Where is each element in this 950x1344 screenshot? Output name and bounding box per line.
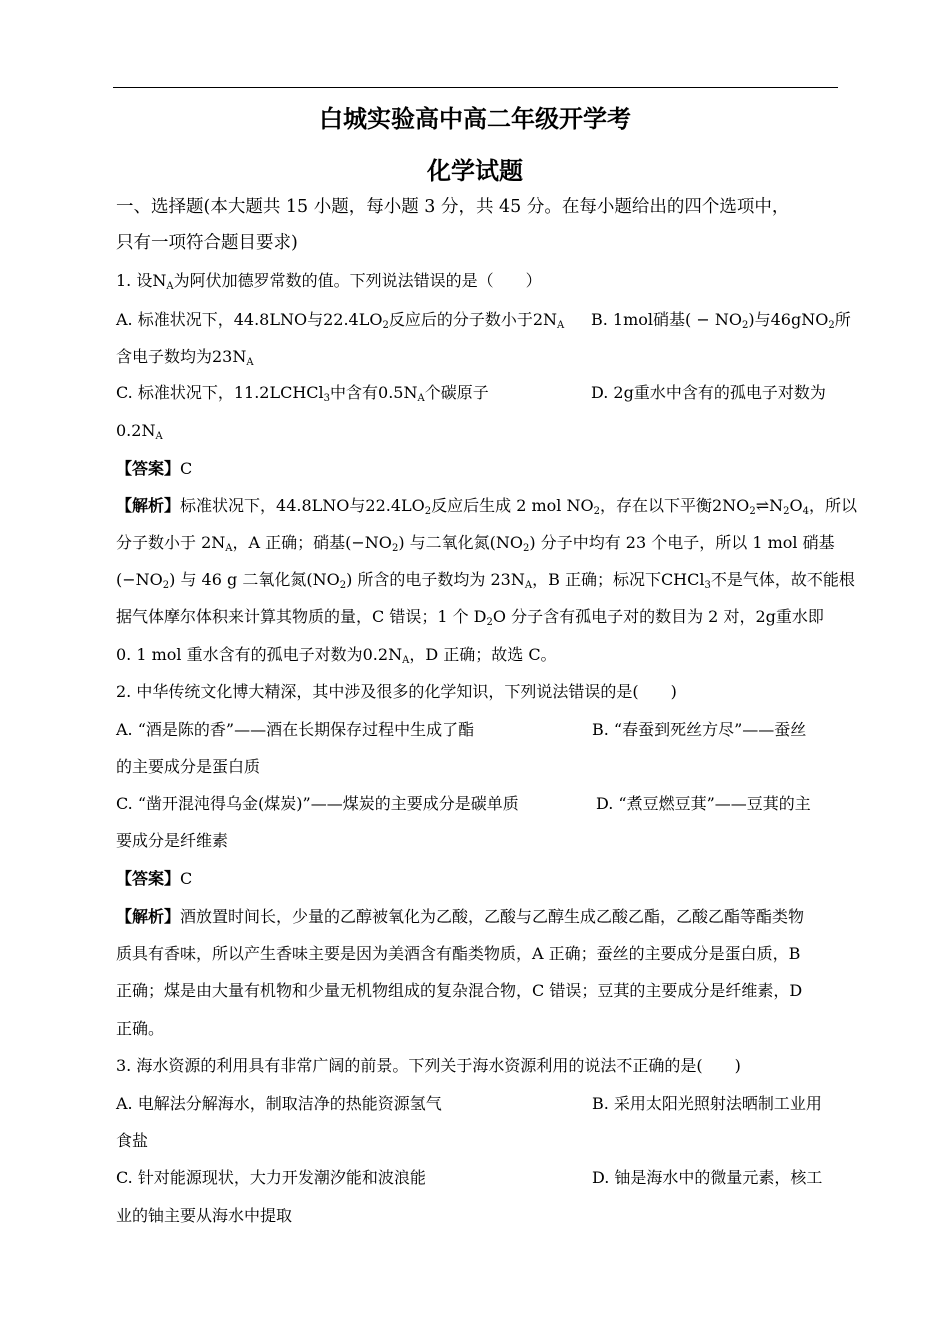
q1-option-c: C. 标准状况下，11.2LCHCl$_3$中含有$0.5N_A$个碳原子: [116, 383, 489, 404]
page-title: 白城实验高中高二年级开学考: [319, 104, 631, 133]
q2-option-c: C. “凿开混沌得乌金(煤炭)”——煤炭的主要成分是碳单质: [116, 794, 519, 813]
q3-option-b: B. 采用太阳光照射法晒制工业用: [592, 1094, 822, 1113]
q2-stem: 2. 中华传统文化博大精深，其中涉及很多的化学知识，下列说法错误的是( ): [116, 682, 677, 701]
q3-option-c: C. 针对能源现状，大力开发潮汐能和波浪能: [116, 1168, 426, 1187]
q1-option-d: D. 2g重水中含有的孤电子对数为: [591, 383, 826, 402]
q1-option-a: A. 标准状况下，44.8LNO与$22.4LO_2$反应后的分子数小于$2N_A$: [116, 310, 565, 331]
q3-option-b-cont: 食盐: [116, 1131, 149, 1150]
q1-answer: 【答案】C: [116, 459, 193, 478]
section-heading-line2: 只有一项符合题目要求): [116, 233, 298, 253]
q1-explanation-line2: 分子数小于 $2N_A$，A 正确；硝基$(-NO_2)$ 与二氧化氮$(NO_2)$ 分子中均有 23 个电子，所以 1 mol 硝基: [116, 533, 835, 554]
q1-explanation-line4: 据气体摩尔体积来计算其物质的量，C 错误；1 个 $D_2O$ 分子含有孤电子对的数目为 2 对，2g重水即: [116, 607, 824, 628]
q3-option-d: D. 铀是海水中的微量元素，核工: [592, 1168, 823, 1187]
q2-option-a: A. “酒是陈的香”——酒在长期保存过程中生成了酯: [116, 720, 475, 739]
q2-explanation-line4: 正确。: [116, 1019, 165, 1038]
q3-option-a: A. 电解法分解海水，制取洁净的热能资源氢气: [116, 1094, 442, 1113]
q1-option-d-cont: $0.2N_A$: [116, 421, 163, 442]
q2-option-b: B. “春蚕到死丝方尽”——蚕丝: [592, 720, 807, 739]
q1-explanation-line5: 0. 1 mol 重水含有的孤电子对数为$0.2N_A$，D 正确；故选 C。: [116, 645, 557, 666]
q3-option-d-cont: 业的铀主要从海水中提取: [116, 1206, 293, 1225]
page-subtitle: 化学试题: [427, 156, 523, 185]
q1-explanation-line1: 【解析】标准状况下，44.8LNO与$22.4LO_2$反应后生成 2 mol $NO_2$，存在以下平衡$2NO_2\rightleftharpoons N_2O_4$，所以: [116, 496, 857, 517]
section-heading-line1: 一、选择题(本大题共 15 小题，每小题 3 分，共 45 分。在每小题给出的四个选项中，: [116, 197, 790, 217]
q1-option-b-cont: 含电子数均为$23N_A$: [116, 347, 254, 368]
header-rule: [113, 87, 838, 88]
q2-explanation-line1: 【解析】酒放置时间长，少量的乙醇被氧化为乙酸，乙酸与乙醇生成乙酸乙酯，乙酸乙酯等酯类物: [116, 907, 805, 926]
q1-stem: 1. 设$N_A$为阿伏加德罗常数的值。下列说法错误的是（ ）: [116, 271, 542, 292]
q2-explanation-line2: 质具有香味，所以产生香味主要是因为美酒含有酯类物质，A 正确；蚕丝的主要成分是蛋白质，B: [116, 944, 801, 963]
q3-stem: 3. 海水资源的利用具有非常广阔的前景。下列关于海水资源利用的说法不正确的是( ): [116, 1056, 741, 1075]
q1-explanation-line3: $(-NO_2)$ 与 46 g 二氧化氮$(NO_2)$ 所含的电子数均为 $23N_A$，B 正确；标况下CHCl$_3$不是气体，故不能根: [116, 570, 855, 591]
q1-option-b: B. 1mol硝基( − $NO_2$)与46gNO$_2$所: [591, 310, 851, 331]
q2-option-b-cont: 的主要成分是蛋白质: [116, 757, 261, 776]
q2-option-d-cont: 要成分是纤维素: [116, 831, 229, 850]
q2-explanation-line3: 正确；煤是由大量有机物和少量无机物组成的复杂混合物，C 错误；豆萁的主要成分是纤维素，D: [116, 981, 803, 1000]
q2-answer: 【答案】C: [116, 869, 193, 888]
q2-option-d: D. “煮豆燃豆萁”——豆萁的主: [596, 794, 811, 813]
